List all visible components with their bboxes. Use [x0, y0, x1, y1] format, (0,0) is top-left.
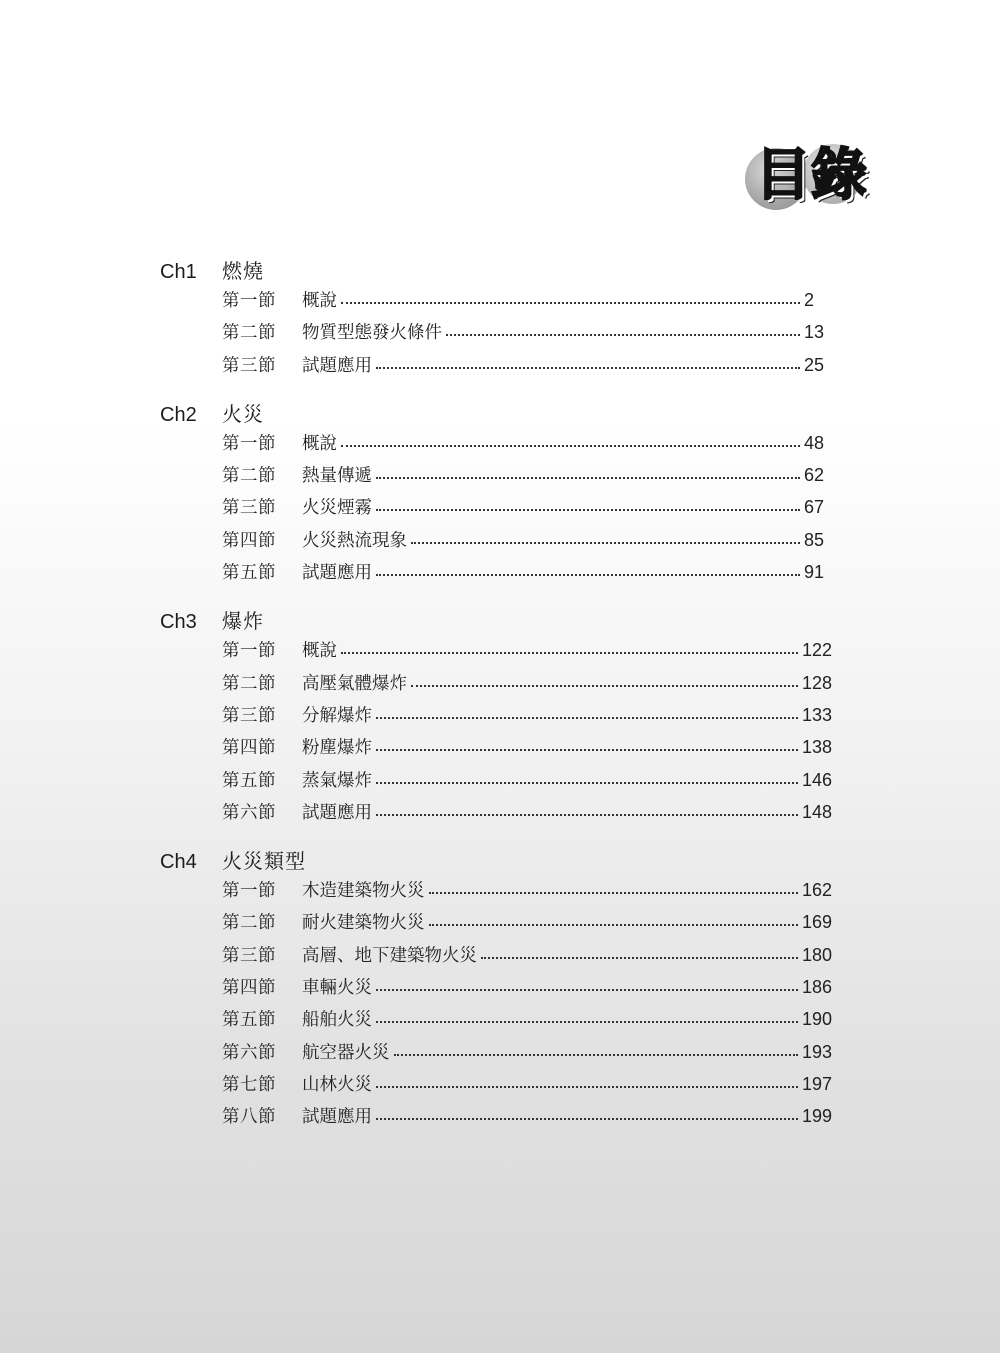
page-number: 67: [804, 497, 825, 518]
page-number: 91: [804, 562, 825, 583]
toc-entry: [222, 1006, 832, 1038]
page-number: 122: [801, 640, 832, 661]
dot-leader: [481, 953, 798, 959]
section-title: 分解爆炸: [302, 705, 372, 726]
chapter-number: Ch4: [160, 851, 197, 874]
page-number: 190: [801, 1009, 832, 1030]
dot-leader: [376, 1114, 798, 1120]
toc-entry: [222, 877, 832, 909]
toc-title-logo: [745, 140, 875, 215]
toc-entry: [222, 909, 832, 941]
dot-leader: [376, 505, 800, 511]
page-number: 138: [801, 737, 832, 758]
section-number: 第六節: [222, 802, 276, 823]
chapter-section: [160, 605, 832, 831]
section-title: 概說: [302, 291, 337, 311]
section-number: 第二節: [222, 913, 276, 934]
dot-leader: [341, 298, 800, 304]
dot-leader: [446, 330, 800, 336]
toc-entry: [222, 1103, 832, 1135]
page-number: 128: [801, 672, 832, 693]
section-number: 第六節: [222, 1042, 276, 1063]
section-title: 耐火建築物火災: [302, 913, 425, 934]
page-number: 199: [801, 1106, 832, 1127]
dot-leader: [376, 363, 800, 369]
dot-leader: [376, 570, 800, 576]
title-char-1: 目: [755, 143, 811, 208]
section-number: 第二節: [222, 466, 276, 487]
chapter-title: 火災類型: [222, 849, 306, 874]
dot-leader: [376, 1017, 798, 1023]
dot-leader: [376, 778, 798, 784]
section-title: 試題應用: [302, 1107, 372, 1128]
section-title: 船舶火災: [302, 1010, 372, 1031]
toc-entry: [222, 1071, 832, 1103]
dot-leader: [411, 681, 798, 687]
section-number: 第一節: [222, 291, 276, 311]
dot-leader: [376, 1082, 798, 1088]
section-number: 第二節: [222, 323, 276, 344]
section-number: 第二節: [222, 673, 276, 694]
section-number: 第五節: [222, 1010, 276, 1031]
section-number: 第一節: [222, 641, 276, 662]
section-number: 第三節: [222, 705, 276, 726]
dot-leader: [376, 985, 798, 991]
section-number: 第四節: [222, 530, 276, 551]
section-title: 蒸氣爆炸: [302, 770, 372, 791]
section-number: 第四節: [222, 978, 276, 999]
title-char-2: 錄: [811, 143, 867, 208]
section-title: 航空器火災: [302, 1042, 390, 1063]
section-number: 第一節: [222, 881, 276, 902]
section-number: 第一節: [222, 433, 276, 454]
chapter-section: [160, 398, 832, 591]
section-title: 試題應用: [302, 355, 372, 376]
dot-leader: [376, 810, 798, 816]
toc-entry: [222, 670, 832, 702]
section-number: 第三節: [222, 945, 276, 966]
section-title: 火災煙霧: [302, 498, 372, 519]
toc-entry: [222, 319, 832, 351]
chapter-number: Ch1: [160, 261, 197, 283]
toc-entry: [222, 734, 832, 766]
chapter-title: 燃燒: [222, 259, 264, 283]
page-number: 133: [801, 704, 832, 725]
chapter-section: [160, 845, 832, 1135]
dot-leader: [341, 441, 800, 447]
section-title: 高壓氣體爆炸: [302, 673, 407, 694]
page-number: 193: [801, 1041, 832, 1062]
page-number: 48: [804, 432, 825, 453]
section-title: 火災熱流現象: [302, 530, 407, 551]
page-number: 62: [804, 465, 825, 486]
page-number: 148: [801, 801, 832, 822]
section-number: 第五節: [222, 563, 276, 584]
chapter-title: 火災: [222, 401, 264, 426]
section-number: 第八節: [222, 1107, 276, 1128]
page-number: 162: [801, 880, 832, 901]
dot-leader: [394, 1050, 798, 1056]
chapter-heading: [160, 255, 832, 287]
dot-leader: [376, 473, 800, 479]
toc-entry: [222, 767, 832, 799]
dot-leader: [376, 745, 798, 751]
toc-entry: [222, 559, 832, 591]
section-number: 第三節: [222, 498, 276, 519]
page-number: 186: [801, 977, 832, 998]
section-number: 第三節: [222, 355, 276, 376]
chapter-heading: [160, 398, 832, 430]
chapter-heading: [160, 845, 832, 877]
chapter-section: [160, 255, 832, 384]
page-number: 85: [804, 529, 825, 550]
dot-leader: [376, 713, 798, 719]
section-title: 粉塵爆炸: [302, 738, 372, 759]
toc-entry: [222, 352, 832, 384]
section-number: 第四節: [222, 738, 276, 759]
section-title: 概說: [302, 433, 337, 454]
page-number: 146: [801, 769, 832, 790]
page-number: 25: [804, 354, 825, 375]
section-title: 物質型態發火條件: [302, 323, 442, 344]
page-number: 169: [801, 912, 832, 933]
page-number: 13: [804, 322, 825, 343]
dot-leader: [341, 648, 798, 654]
section-number: 第五節: [222, 770, 276, 791]
section-title: 車輛火災: [302, 978, 372, 999]
section-title: 熱量傳遞: [302, 466, 372, 487]
toc-entry: [222, 974, 832, 1006]
toc-entry: [222, 942, 832, 974]
dot-leader: [429, 888, 798, 894]
toc-entry: [222, 1039, 832, 1071]
page-number: 180: [801, 944, 832, 965]
section-title: 試題應用: [302, 563, 372, 584]
section-title: 高層、地下建築物火災: [302, 945, 477, 966]
chapter-heading: [160, 605, 832, 637]
table-of-contents: [160, 255, 832, 1150]
section-title: 試題應用: [302, 802, 372, 823]
chapter-number: Ch2: [160, 403, 197, 426]
toc-entry: [222, 494, 832, 526]
toc-entry: [222, 430, 832, 462]
toc-entry: [222, 527, 832, 559]
chapter-number: Ch3: [160, 611, 197, 634]
section-title: 山林火災: [302, 1074, 372, 1095]
toc-entry: [222, 702, 832, 734]
dot-leader: [429, 920, 798, 926]
dot-leader: [411, 538, 800, 544]
page-number: 2: [804, 290, 815, 310]
page-number: 197: [801, 1073, 832, 1094]
chapter-title: 爆炸: [222, 609, 264, 634]
section-number: 第七節: [222, 1074, 276, 1095]
section-title: 木造建築物火災: [302, 881, 425, 902]
toc-entry: [222, 637, 832, 669]
toc-entry: [222, 462, 832, 494]
toc-entry: [222, 287, 832, 319]
section-title: 概說: [302, 641, 337, 662]
toc-entry: [222, 799, 832, 831]
